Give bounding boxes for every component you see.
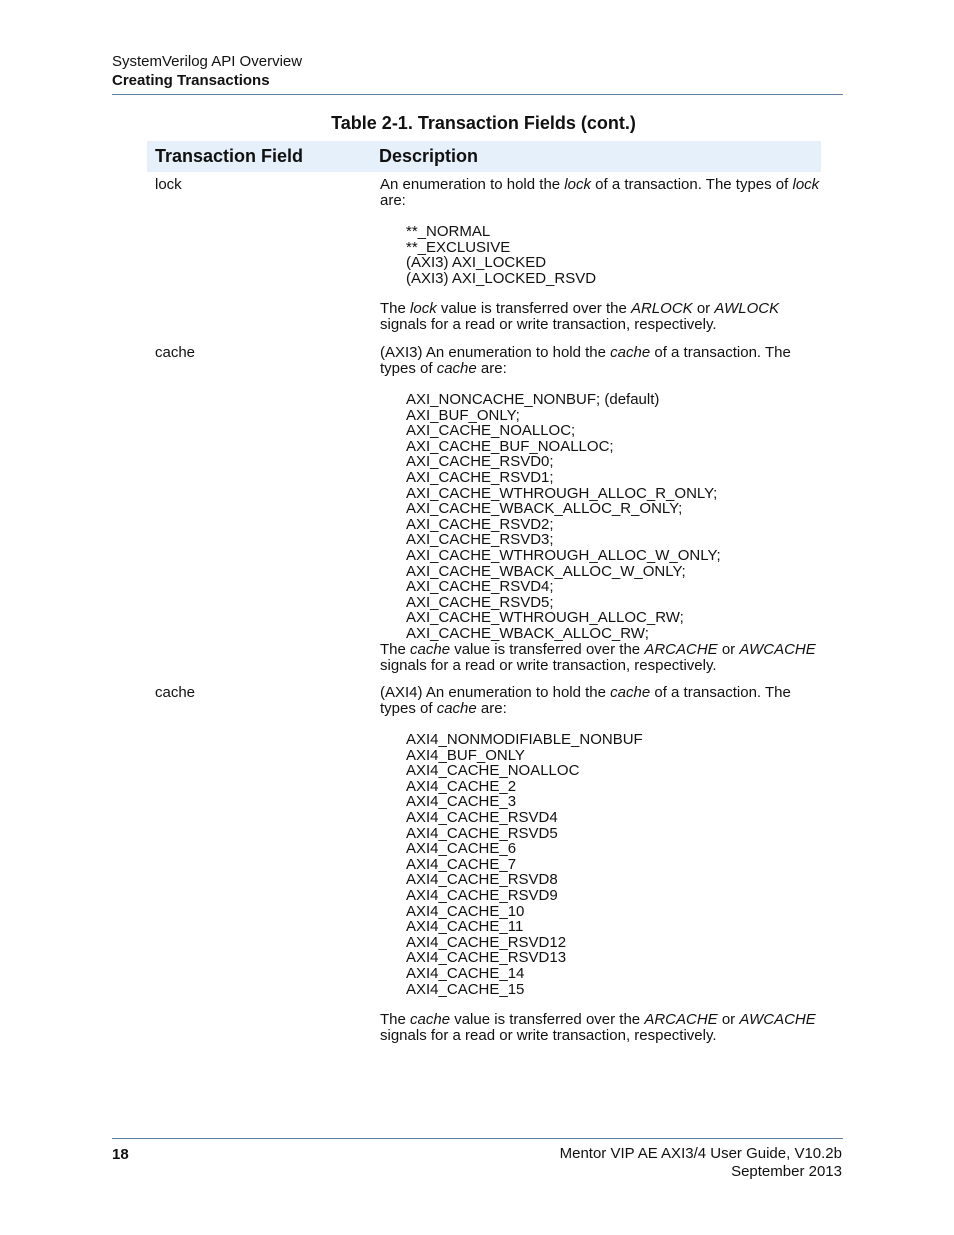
enum-value: AXI4_CACHE_15	[406, 980, 525, 998]
text-run: of a transaction. The types of	[380, 344, 791, 377]
page-number: 18	[112, 1146, 129, 1163]
italic-term: cache	[410, 640, 451, 658]
enum-value: AXI_CACHE_WTHROUGH_ALLOC_W_ONLY;	[406, 546, 721, 564]
enum-value: AXI_CACHE_BUF_NOALLOC;	[406, 437, 614, 455]
header-section: SystemVerilog API Overview	[112, 53, 303, 70]
italic-term: cache	[436, 360, 477, 377]
text-run: The	[380, 1011, 411, 1029]
text-run: signals for a read or write transaction, respectively.	[380, 656, 717, 674]
enum-value: AXI_CACHE_WBACK_ALLOC_W_ONLY;	[406, 562, 686, 580]
enum-value-list	[406, 224, 825, 286]
description-outro	[380, 1012, 825, 1044]
enum-value: AXI4_CACHE_RSVD12	[406, 933, 567, 951]
enum-value: AXI4_CACHE_10	[406, 902, 525, 920]
enum-value: AXI_CACHE_NOALLOC;	[406, 422, 576, 440]
field-name-cache-axi4: cache	[155, 684, 196, 701]
description-outro	[380, 642, 825, 674]
table-header-row	[147, 141, 821, 172]
text-run: The	[380, 640, 411, 658]
italic-term: cache	[610, 344, 651, 361]
field-name-lock: lock	[155, 176, 182, 193]
enum-value: AXI_CACHE_RSVD3;	[406, 531, 554, 549]
italic-term: cache	[436, 700, 477, 717]
description-outro	[380, 301, 825, 333]
text-run: are:	[476, 360, 507, 377]
enum-value: AXI4_BUF_ONLY	[406, 746, 525, 764]
enum-value: AXI_CACHE_RSVD4;	[406, 578, 554, 596]
footer-rule	[112, 1138, 843, 1139]
enum-value: AXI4_CACHE_2	[406, 777, 517, 795]
text-run: or	[717, 640, 740, 658]
enum-value: AXI4_CACHE_RSVD9	[406, 886, 558, 904]
italic-term: lock	[792, 176, 820, 193]
enum-value: AXI4_CACHE_14	[406, 964, 525, 982]
enum-value: AXI4_CACHE_3	[406, 793, 517, 811]
enum-value: AXI4_CACHE_NOALLOC	[406, 762, 580, 780]
text-run: value is transferred over the	[450, 640, 645, 658]
enum-value: AXI_BUF_ONLY;	[406, 406, 520, 424]
enum-value: AXI4_NONMODIFIABLE_NONBUF	[406, 731, 643, 748]
text-run: (AXI4) An enumeration to hold the	[380, 684, 611, 701]
column-header-description: Description	[379, 146, 479, 166]
column-header-field: Transaction Field	[155, 146, 304, 166]
enum-value: AXI4_CACHE_6	[406, 840, 517, 858]
enum-value: AXI_CACHE_WTHROUGH_ALLOC_RW;	[406, 609, 684, 627]
text-run: signals for a read or write transaction, respectively.	[380, 316, 717, 334]
header-subsection: Creating Transactions	[112, 72, 270, 89]
enum-value: AXI4_CACHE_7	[406, 855, 517, 873]
text-run: value is transferred over the	[450, 1011, 645, 1029]
enum-value: AXI_CACHE_RSVD1;	[406, 468, 554, 486]
footer-info	[560, 1145, 842, 1181]
enum-value: AXI4_CACHE_11	[406, 918, 524, 936]
text-run: of a transaction. The types of	[380, 684, 791, 717]
enum-value: AXI4_CACHE_RSVD13	[406, 949, 567, 967]
enum-value: AXI_NONCACHE_NONBUF; (default)	[406, 391, 660, 408]
text-run: signals for a read or write transaction, respectively.	[380, 1027, 717, 1045]
text-run: are:	[476, 700, 507, 717]
doc-date: September 2013	[731, 1163, 842, 1180]
text-run: value is transferred over the	[436, 300, 631, 318]
text-run: or	[717, 1011, 740, 1029]
description-intro	[380, 177, 825, 209]
italic-term: cache	[410, 1011, 451, 1029]
italic-term: ARLOCK	[630, 300, 693, 318]
enum-value: AXI4_CACHE_RSVD4	[406, 808, 558, 826]
italic-term: AWCACHE	[739, 640, 816, 658]
header-rule	[112, 94, 843, 95]
italic-term: lock	[410, 300, 437, 318]
enum-value: AXI_CACHE_WBACK_ALLOC_RW;	[406, 624, 649, 642]
running-header	[112, 52, 302, 90]
text-run: or	[692, 300, 715, 318]
description-cache-axi3	[380, 345, 825, 674]
doc-title: Mentor VIP AE AXI3/4 User Guide, V10.2b	[559, 1145, 842, 1162]
italic-term: ARCACHE	[644, 640, 718, 658]
enum-value: AXI4_CACHE_RSVD8	[406, 871, 558, 889]
enum-value: AXI_CACHE_WTHROUGH_ALLOC_R_ONLY;	[406, 484, 718, 502]
text-run: The	[380, 300, 411, 318]
enum-value: **_EXCLUSIVE	[406, 238, 511, 256]
italic-term: AWLOCK	[714, 300, 780, 318]
enum-value: AXI_CACHE_RSVD5;	[406, 593, 554, 611]
enum-value: **_NORMAL	[406, 223, 491, 240]
enum-value-list	[406, 392, 825, 642]
text-run: are:	[380, 192, 406, 209]
field-name-cache-axi3: cache	[155, 344, 196, 361]
italic-term: ARCACHE	[644, 1011, 718, 1029]
enum-value: AXI_CACHE_RSVD2;	[406, 515, 554, 533]
description-intro	[380, 685, 825, 717]
enum-value: (AXI3) AXI_LOCKED	[406, 254, 547, 272]
italic-term: cache	[610, 684, 651, 701]
enum-value: (AXI3) AXI_LOCKED_RSVD	[406, 269, 597, 287]
description-intro	[380, 345, 825, 377]
text-run: (AXI3) An enumeration to hold the	[380, 344, 611, 361]
enum-value: AXI_CACHE_RSVD0;	[406, 453, 554, 471]
enum-value: AXI4_CACHE_RSVD5	[406, 824, 558, 842]
text-run: An enumeration to hold the	[380, 176, 565, 193]
description-cache-axi4	[380, 685, 825, 1044]
italic-term: lock	[564, 176, 591, 193]
description-lock	[380, 177, 825, 333]
text-run: of a transaction. The types of	[590, 176, 793, 193]
enum-value: AXI_CACHE_WBACK_ALLOC_R_ONLY;	[406, 500, 683, 518]
enum-value-list	[406, 732, 825, 997]
table-caption: Table 2-1. Transaction Fields (cont.)	[331, 113, 636, 133]
italic-term: AWCACHE	[739, 1011, 816, 1029]
